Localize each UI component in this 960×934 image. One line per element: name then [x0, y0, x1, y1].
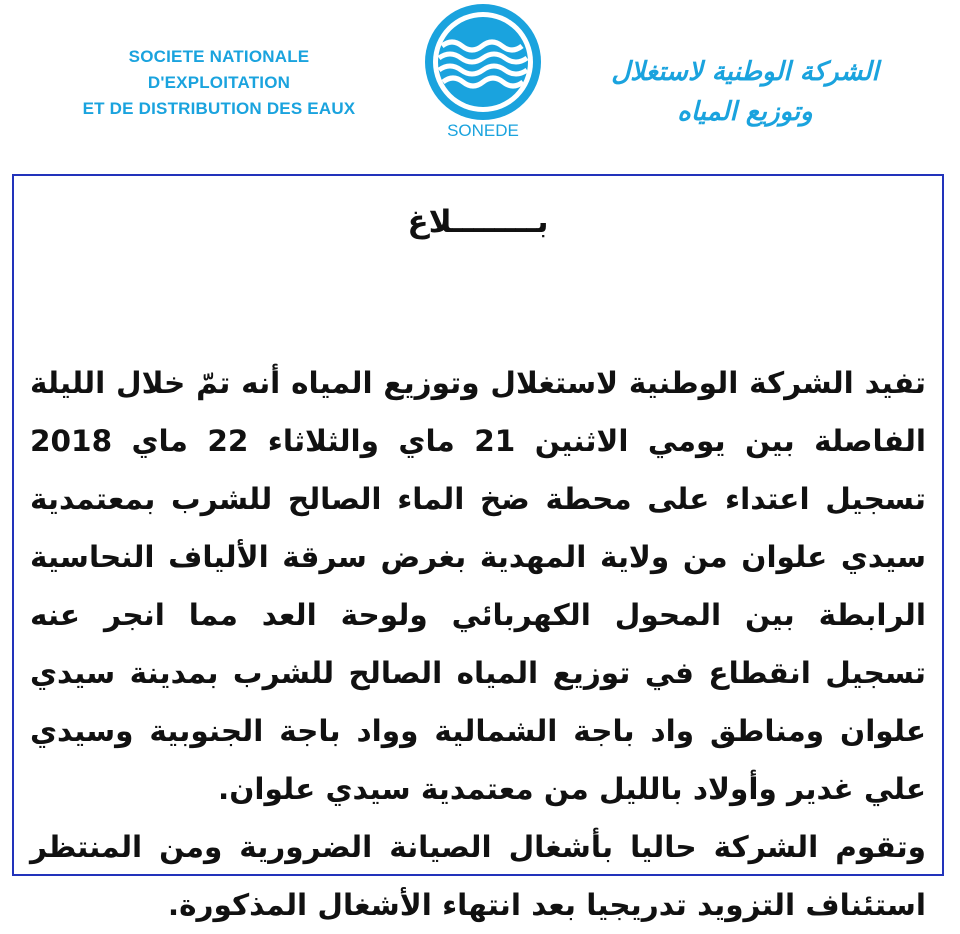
logo-text: SONEDE — [447, 121, 519, 140]
notice-paragraph-2: وتقوم الشركة حاليا بأشغال الصيانة الضرورية ومن المنتظر استئناف التزويد تدريجيا بعد انتهاء الأشغال المذكورة. — [30, 830, 926, 922]
company-name-french-line2: ET DE DISTRIBUTION DES EAUX — [82, 99, 356, 118]
company-name-french-line1: SOCIETE NATIONALE D'EXPLOITATION — [128, 47, 310, 92]
notice-title: بــــــــلاغ — [407, 204, 549, 240]
water-waves-icon — [418, 2, 548, 142]
notice-paragraph-1: تفيد الشركة الوطنية لاستغلال وتوزيع المياه أنه تمّ خلال الليلة الفاصلة بين يومي الاثنين 21 ماي والثلاثاء 22 ماي 2018 تسجيل اعتداء على محطة ضخ الماء الصالح للشرب بمعتمدية سيدي علوان من ولاية المهدية بغرض سرقة الألياف النحاسية الرابطة بين المحول الكهربائي ولوحة العد مما انجر عنه تسجيل انقطاع في توزيع المياه الصالح للشرب بمدينة سيدي علوان ومناطق واد باجة الشمالية وواد باجة الجنوبية وسيدي علي غدير وأولاد بالليل من معتمدية سيدي علوان. — [30, 366, 927, 806]
company-name-arabic: الشركة الوطنية لاستغلال وتوزيع المياه — [611, 57, 879, 127]
letterhead — [0, 0, 960, 160]
sonede-logo — [418, 2, 548, 142]
company-name-french — [60, 44, 378, 122]
notice-frame — [12, 174, 944, 922]
notice-body — [30, 354, 926, 934]
